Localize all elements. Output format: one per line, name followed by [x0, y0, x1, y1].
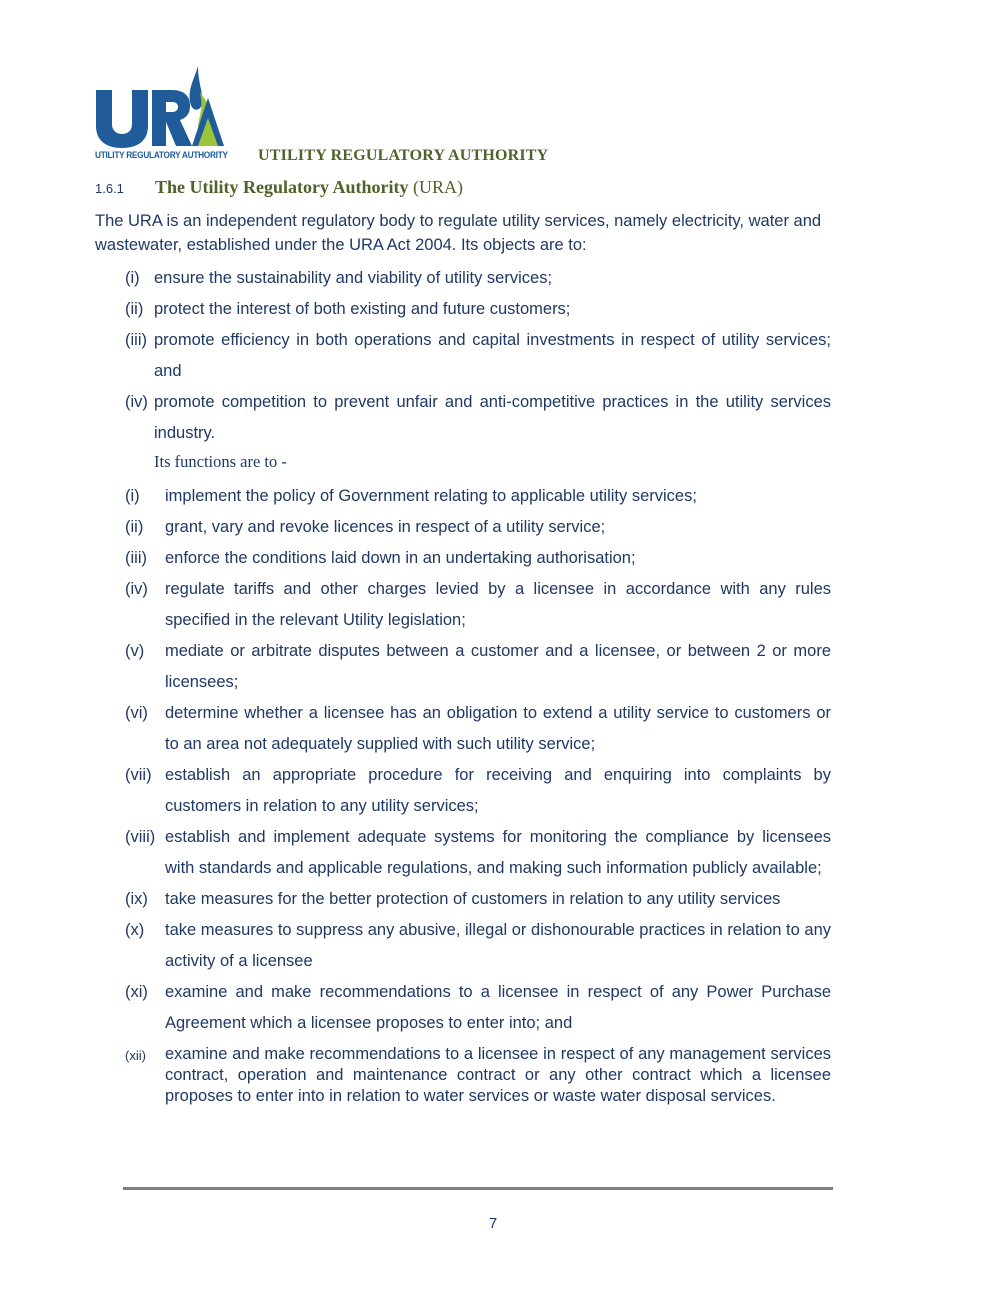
- item-text: enforce the conditions laid down in an undertaking authorisation;: [165, 549, 636, 567]
- list-item: [125, 636, 831, 698]
- item-number: (iii): [125, 549, 147, 567]
- page-number: 7: [488, 1215, 498, 1232]
- objects-list: [125, 263, 831, 449]
- list-item: [125, 915, 831, 977]
- list-item: [125, 760, 831, 822]
- item-number: (ix): [125, 890, 148, 908]
- item-number: (x): [125, 921, 145, 939]
- list-item: [125, 294, 831, 325]
- list-item: [125, 325, 831, 387]
- list-item: [125, 481, 831, 512]
- item-text: take measures to suppress any abusive, illegal or dishonourable practices in relation to any activity of a licensee: [165, 921, 831, 970]
- item-text: protect the interest of both existing and future customers;: [154, 300, 571, 318]
- item-text: establish and implement adequate systems for monitoring the compliance by licensees with standards and applicable regulations, and making such information publicly available;: [165, 828, 831, 877]
- item-text: regulate tariffs and other charges levied by a licensee in accordance with any rules specified in the relevant Utility legislation;: [165, 580, 831, 629]
- item-text: examine and make recommendations to a licensee in respect of any management services contract, operation and maintenance contract or any other contract which a licensee proposes to enter into in relation to water services or waste water disposal services.: [165, 1045, 831, 1105]
- section-heading: [95, 177, 463, 198]
- ura-logo: [94, 62, 228, 164]
- list-item: [125, 822, 831, 884]
- item-text: take measures for the better protection of customers in relation to any utility services: [165, 890, 781, 908]
- item-text: mediate or arbitrate disputes between a customer and a licensee, or between 2 or more licensees;: [165, 642, 831, 691]
- intro-paragraph: The URA is an independent regulatory body to regulate utility services, namely electricity, water and wastewater, established under the URA Act 2004. Its objects are to:: [95, 212, 822, 254]
- item-text: ensure the sustainability and viability of utility services;: [154, 269, 553, 287]
- section-title-abbr: (URA): [412, 177, 463, 197]
- item-text: promote competition to prevent unfair and anti-competitive practices in the utility services industry.: [154, 393, 831, 442]
- item-number: (viii): [125, 828, 156, 846]
- logo-subtitle: UTILITY REGULATORY AUTHORITY: [95, 150, 228, 160]
- item-text: implement the policy of Government relating to applicable utility services;: [165, 487, 697, 505]
- item-text: grant, vary and revoke licences in respect of a utility service;: [165, 518, 606, 536]
- list-item: [125, 1044, 831, 1107]
- list-item: [125, 574, 831, 636]
- list-item: [125, 698, 831, 760]
- item-number: (iv): [125, 580, 148, 598]
- item-number: (ii): [125, 300, 144, 318]
- item-number: (xii): [125, 1048, 146, 1063]
- list-item: [125, 884, 831, 915]
- list-item: [125, 977, 831, 1039]
- functions-heading: Its functions are to -: [154, 452, 287, 471]
- item-number: (i): [125, 487, 140, 505]
- footer-divider: [123, 1187, 833, 1190]
- list-item: [125, 543, 831, 574]
- section-number: 1.6.1: [95, 181, 124, 196]
- section-title: The Utility Regulatory Authority: [155, 177, 409, 197]
- item-number: (i): [125, 269, 140, 287]
- item-text: promote efficiency in both operations and capital investments in respect of utility services; and: [154, 331, 831, 380]
- item-number: (iv): [125, 393, 148, 411]
- item-text: establish an appropriate procedure for receiving and enquiring into complaints by customers in relation to any utility services;: [165, 766, 831, 815]
- list-item: [125, 263, 831, 294]
- item-text: examine and make recommendations to a licensee in respect of any Power Purchase Agreement which a licensee proposes to enter into; and: [165, 983, 831, 1032]
- org-header: UTILITY REGULATORY AUTHORITY: [258, 147, 549, 164]
- functions-list: [125, 481, 831, 1107]
- item-number: (ii): [125, 518, 144, 536]
- item-text: determine whether a licensee has an obligation to extend a utility service to customers or to an area not adequately supplied with such utility service;: [165, 704, 831, 753]
- item-number: (vii): [125, 766, 152, 784]
- item-number: (iii): [125, 331, 147, 349]
- item-number: (v): [125, 642, 145, 660]
- list-item: [125, 387, 831, 449]
- item-number: (xi): [125, 983, 148, 1001]
- list-item: [125, 512, 831, 543]
- item-number: (vi): [125, 704, 148, 722]
